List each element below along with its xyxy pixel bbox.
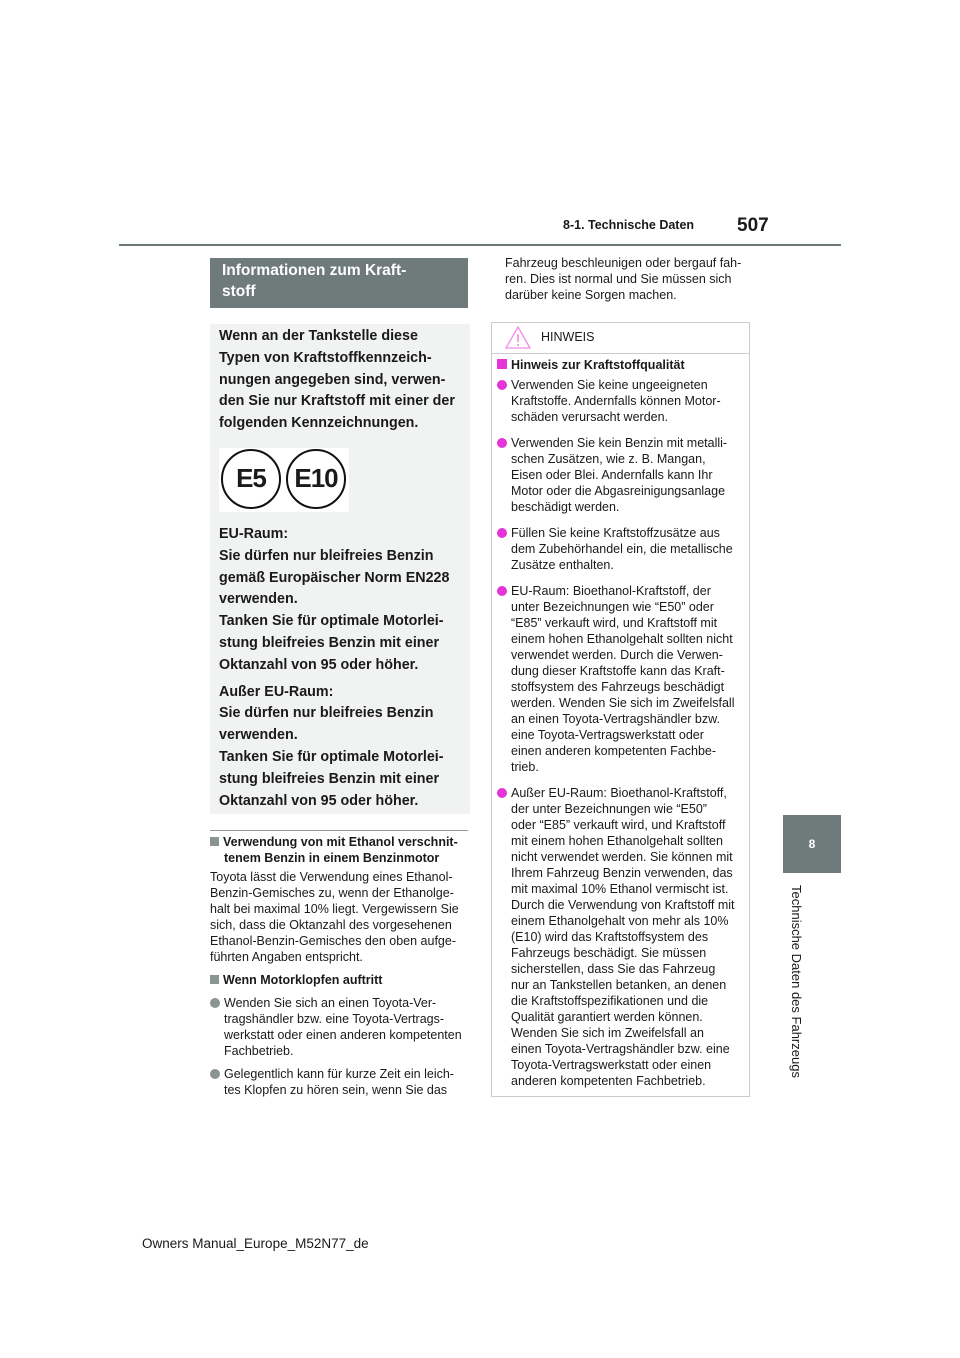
notice-header [492,323,749,354]
square-bullet-icon [210,975,219,984]
ethanol-paragraph: Toyota lässt die Verwendung eines Ethanol- Benzin-Gemisches zu, wenn der Ethanolge- halt bei maximal 10% liegt. Vergewissern Sie sich, dass die Oktanzahl des vorgesehenen Ethanol-Benzin-Gemisches den oben aufge- führten Angaben entspricht. [210,870,459,964]
non-eu-fuel-text: Außer EU-Raum: Sie dürfen nur bleifreies Benzin verwenden. Tanken Sie für optimale Motorlei- stung bleifreies Benzin mit einer Oktanzahl von 95 oder höher. [219,683,444,809]
e5-label: E5 [221,449,281,509]
list-item-text: Verwenden Sie kein Benzin mit metalli- schen Zusätzen, wie z. B. Mangan, Eisen oder Blei. Andernfalls kann Ihr Motor oder die Abgasreinigungsanlage beschädigt werden. [511,436,728,514]
eu-fuel-text: EU-Raum: Sie dürfen nur bleifreies Benzin gemäß Europäischer Norm EN228 verwenden. Tanken Sie für optimale Motorlei- stung bleifreies Benzin mit einer Oktanzahl von 95 oder höher. [219,525,450,673]
header-rule [119,244,841,246]
list-item [210,1066,472,1098]
circle-bullet-icon [497,586,507,596]
notice-box [491,322,750,1097]
circle-bullet-icon [497,528,507,538]
page-number: 507 [737,215,769,236]
fuel-label-logos [219,448,349,512]
notice-heading-text: Hinweis zur Kraftstoffqualität [511,358,685,372]
list-item [497,583,744,775]
section-title: 8-1. Technische Daten [563,218,695,232]
list-item [497,377,744,425]
knock-heading [210,972,472,988]
notice-body [492,354,749,1089]
section-heading: Informationen zum Kraft- stoff [210,258,468,308]
list-item-text: Außer EU-Raum: Bioethanol-Kraftstoff, der unter Bezeichnungen wie “E50” oder “E85” verkauft wird, und Kraftstoff mit einem hohen Ethanolgehalt sollten nicht verwendet werden. Sie können mit Ihrem Fahrzeug Benzin verwenden, das mit maximal 10% Ethanol vermischt ist. Durch die Verwendung von Kraftstoff mit einem Ethanolgehalt von mehr als 10% (E10) wird das Kraftstoffsystem des Fahrzeugs beschädigt. Sie müssen sicherstellen, dass Sie das Fahrzeug nur an Tankstellen betanken, an denen die Kraftstoffspezifikationen und die Qualität garantiert werden können. Wenden Sie sich im Zweifelsfall an einen Toyota-Vertragshändler bzw. eine Toyota-Vertragswerkstatt oder einen anderen kompetenten Fachbetrieb. [511,786,735,1088]
chapter-title-vertical: Technische Daten des Fahrzeugs [789,885,804,1078]
warning-icon [505,326,531,349]
square-bullet-icon [497,359,507,369]
list-item-text: Füllen Sie keine Kraftstoffzusätze aus dem Zubehörhandel ein, die metallische Zusätze enthalten. [511,526,733,572]
list-item [210,995,472,1059]
list-item [497,525,744,573]
divider [210,830,468,831]
chapter-tab: 8 [783,815,841,873]
list-item-text: Gelegentlich kann für kurze Zeit ein leich- tes Klopfen zu hören sein, wenn Sie das [224,1067,454,1097]
footer-text: Owners Manual_Europe_M52N77_de [142,1236,369,1251]
list-item [497,435,744,515]
list-item-text: Verwenden Sie keine ungeeigneten Kraftstoffe. Andernfalls können Motor- schäden verursacht werden. [511,378,721,424]
circle-bullet-icon [497,380,507,390]
list-item-text: Wenden Sie sich an einen Toyota-Ver- tragshändler bzw. eine Toyota-Vertrags- werkstatt oder einen anderen kompetenten Fachbetrieb. [224,996,462,1058]
list-item [497,785,744,1089]
knock-heading-text: Wenn Motorklopfen auftritt [223,973,383,987]
ethanol-heading-text: Verwendung von mit Ethanol verschnit- tenem Benzin in einem Benzinmotor [223,835,458,865]
notice-heading [497,357,744,373]
e10-label: E10 [286,449,346,509]
circle-bullet-icon [210,998,220,1008]
list-item-text: EU-Raum: Bioethanol-Kraftstoff, der unter Bezeichnungen wie “E50” oder “E85” verkauft wird, und Kraftstoff mit einem hohen Ethanolgehalt sollten nicht verwendet werden. Durch die Verwen- dung dieser Kraftstoffe kann das Kraft- stoffsystem des Fahrzeugs beschädigt werden. Wenden Sie sich im Zweifelsfall an einen Toyota-Vertragshändler bzw. eine Toyota-Vertragswerkstatt oder einen anderen kompetenten Fachbe- trieb. [511,584,735,774]
fuel-intro: Wenn an der Tankstelle diese Typen von Kraftstoffkennzeich- nungen angegeben sind, verwen- den Sie nur Kraftstoff mit einer der folgenden Kennzeichnungen. [219,328,455,432]
ethanol-heading [210,834,472,866]
continued-text: Fahrzeug beschleunigen oder bergauf fah- ren. Dies ist normal und Sie müssen sich darüber keine Sorgen machen. [505,256,742,302]
fuel-info-box [210,324,470,814]
circle-bullet-icon [497,788,507,798]
circle-bullet-icon [210,1069,220,1079]
circle-bullet-icon [497,438,507,448]
left-column-text [210,834,472,1098]
notice-label: HINWEIS [541,330,595,344]
square-bullet-icon [210,837,219,846]
